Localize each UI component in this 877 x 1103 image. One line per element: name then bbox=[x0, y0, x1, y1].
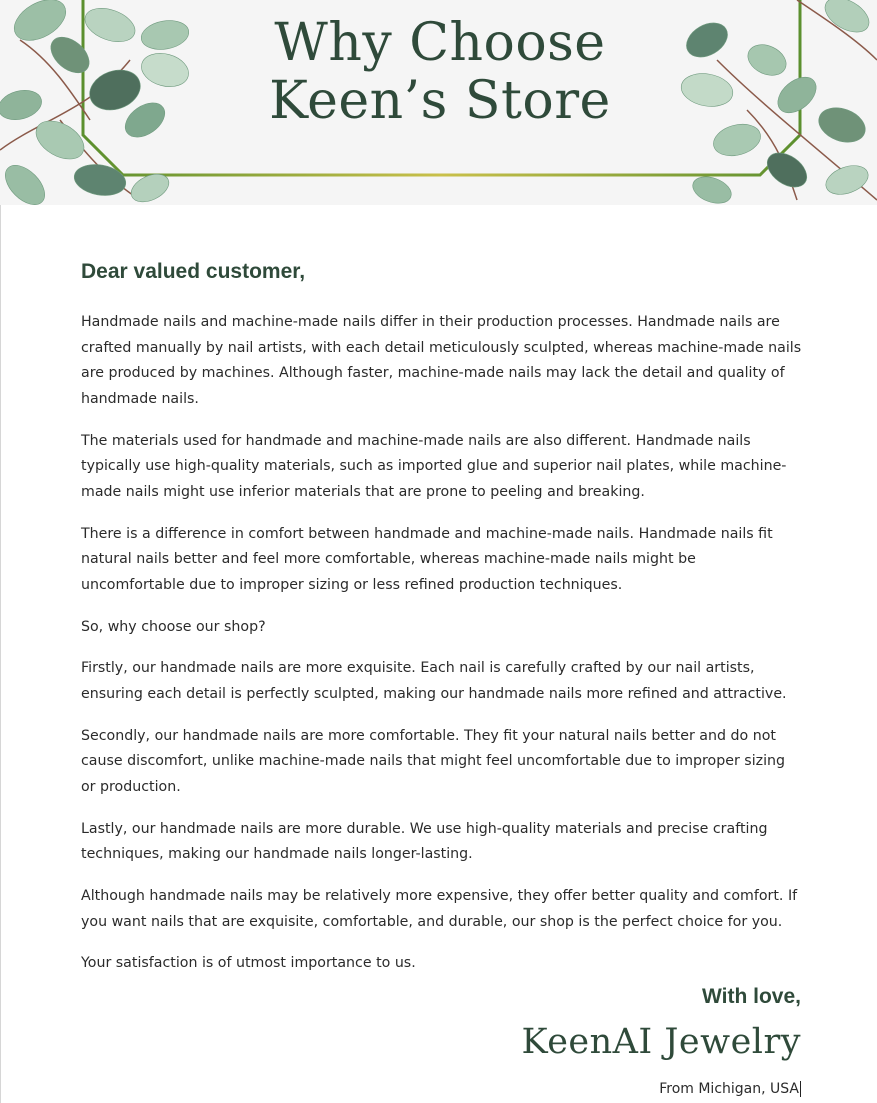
greeting: Dear valued customer, bbox=[81, 260, 306, 283]
location-text[interactable]: From Michigan, USA bbox=[659, 1081, 799, 1097]
paragraph-4: So, why choose our shop? bbox=[81, 618, 266, 635]
paragraph-6: Secondly, our handmade nails are more comfortable. They fit your natural nails better and do not cause discomfort, unlike machine-made nails that might feel uncomfortable due to improper sizing or production. bbox=[81, 727, 786, 795]
signoff: With love, bbox=[702, 985, 801, 1008]
page-border bbox=[0, 205, 1, 1103]
paragraph-9: Your satisfaction is of utmost importance to us. bbox=[81, 955, 416, 972]
page-title bbox=[200, 14, 680, 130]
title-line-1: Why Choose bbox=[274, 13, 606, 73]
letter-body bbox=[81, 260, 803, 993]
title-line-2: Keen’s Store bbox=[269, 71, 611, 131]
paragraph-8: Although handmade nails may be relatively more expensive, they offer better quality and comfort. If you want nails that are exquisite, comfortable, and durable, our shop is the perfect choice for you. bbox=[81, 888, 798, 930]
eucalyptus-leaves-right-icon bbox=[677, 0, 877, 205]
paragraph-1: Handmade nails and machine-made nails differ in their production processes. Handmade nails are crafted manually by nail artists, with each detail meticulously sculpted, whereas machine-made nails are produced by machines. Although faster, machine-made nails may lack the detail and quality of handmade nails. bbox=[81, 314, 802, 407]
eucalyptus-leaves-left-icon bbox=[0, 0, 220, 205]
paragraph-5: Firstly, our handmade nails are more exquisite. Each nail is carefully crafted by our nail artists, ensuring each detail is perfectly sculpted, making our handmade nails more refined and attractive. bbox=[81, 660, 787, 702]
paragraph-7: Lastly, our handmade nails are more durable. We use high-quality materials and precise crafting techniques, making our handmade nails longer-lasting. bbox=[81, 820, 768, 863]
paragraph-3: There is a difference in comfort between handmade and machine-made nails. Handmade nails fit natural nails better and feel more comfortable, whereas machine-made nails might be uncomfortable due to improper sizing or less refined production techniques. bbox=[81, 525, 773, 593]
paragraph-2: The materials used for handmade and machine-made nails are also different. Handmade nails typically use high-quality materials, such as imported glue and superior nail plates, while machine-made nails might use inferior materials that are prone to peeling and breaking. bbox=[81, 432, 787, 500]
brand-signature: KeenAI Jewelry bbox=[521, 1022, 801, 1062]
header-banner bbox=[0, 0, 877, 205]
